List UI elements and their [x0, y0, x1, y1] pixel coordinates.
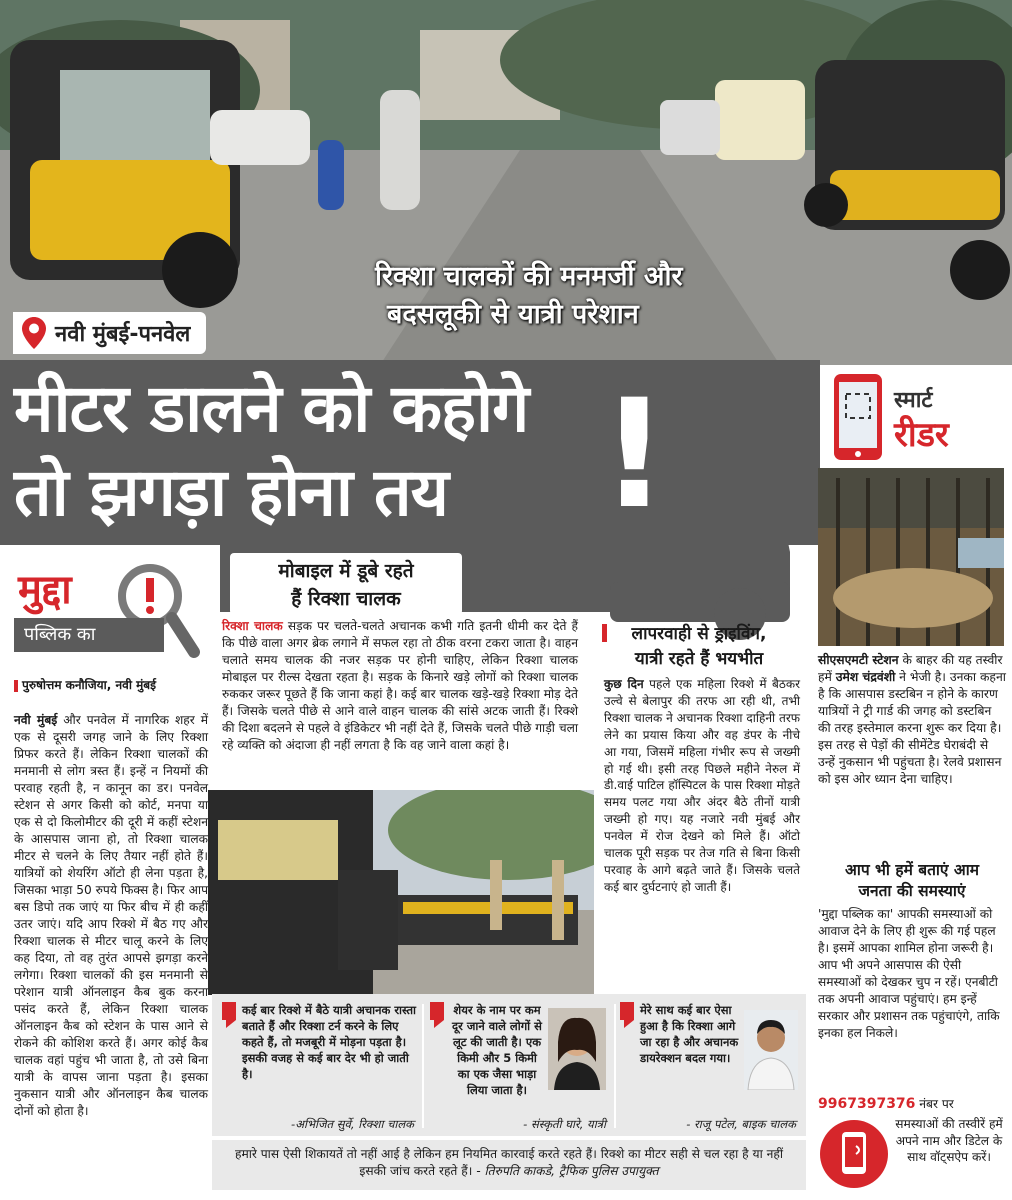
location-text: नवी मुंबई-पनवेल: [55, 322, 191, 347]
quote-divider: [422, 1004, 424, 1128]
location-tag: [13, 312, 206, 354]
byline: [14, 676, 210, 693]
rickshaw-stand-photo: [208, 790, 594, 995]
portrait-woman: [548, 1008, 606, 1090]
mid-article: [222, 618, 578, 754]
official-byline: - तिरुपति काकडे, ट्रैफिक पुलिस उपायुक्त: [472, 1163, 659, 1178]
tree-guard-illustration: [818, 468, 1004, 646]
quote-mark-icon: [222, 1002, 238, 1028]
mid-heading-line-1: मोबाइल में डूबे रहते: [278, 560, 414, 582]
reader-name: उमेश चंद्रवंशी: [835, 670, 896, 684]
phone-number: 9967397376: [818, 1096, 916, 1112]
official-statement: [212, 1140, 806, 1190]
reader-photo: [818, 468, 1004, 646]
byline-bar: [14, 680, 18, 692]
photo-caption-line-1: रिक्शा चालकों की मनमर्जी और: [375, 261, 683, 292]
ask-heading-line-1: आप भी हमें बताएं आम: [844, 861, 980, 879]
mid-heading: [230, 553, 462, 615]
phone-line: [818, 1096, 1006, 1113]
official-text: हमारे पास ऐसी शिकायतें तो नहीं आई है लेकिन हम नियमित कारवाई करते रहते हैं। रिक्शे का मीटर सही से चल रहा है या नहीं इसकी जांच करते रहते हैं।: [234, 1147, 784, 1178]
mudda-title: मुद्दा: [18, 567, 72, 613]
photo-caption: [375, 258, 815, 334]
smart-reader-top: स्मार्ट: [894, 388, 933, 413]
quote-byline: - संस्कृती घारे, यात्री: [523, 1117, 606, 1131]
mid-article-text: सड़क पर चलते-चलते अचानक कभी गति इतनी धीमी कर देते हैं कि पीछे वाला अगर ब्रेक लगाने में सफल रहा तो ठीक वरना टकरा जाता है। वाहन चलाते समय चालक की नजर सड़क पर होनी चाहिए, लेकिन रिक्शा चालक मोबाइल पर रील्स देखता रहता है। सड़क के किनारे खड़े लोगों को रिक्शा चालक रुककर जरूर पूछते हैं कि जाना कहां है। कई बार चालक खड़े-खड़े रिक्शा मोड़ देते हैं। जिसके चलते पीछे से आने वाले वाहन चालक की सांसे अटक जाती हैं। रिक्शे की दिशा बदलने से पहले वे इंडिकेटर भी नहीं देते हैं, जिसके चलते पीछे गाड़ी चला रहे व्यक्ति को अंदाजा ही नहीं लगता है कि वह जाने वाला कहां है।: [222, 619, 579, 752]
smartphone-icon: [828, 370, 888, 462]
right-article: [604, 676, 800, 896]
mid-article-lead: रिक्शा चालक: [222, 619, 283, 633]
right-heading: [596, 622, 802, 672]
reader-text-b: ने भेजी है। उनका कहना है कि आसपास डस्टबिन न होने के कारण यात्रियों ने ट्री गार्ड की जगह को डस्टबिन की तरह इस्तेमाल करना शुरू कर दिया है। इस तरह से पेड़ों की सीमेंटेड घेराबंदी से उन्हें नुकसान भी पहुंचता है। रेलवे प्रशासन को इस ओर ध्यान देना चाहिए।: [818, 670, 1006, 786]
mudda-logo: [14, 560, 210, 670]
ask-text: [818, 906, 1006, 1042]
quote-card: [222, 1002, 418, 1130]
smart-reader-badge: [828, 370, 1008, 465]
mid-heading-line-2: हैं रिक्शा चालक: [291, 588, 401, 610]
reader-text: [818, 652, 1006, 788]
rickshaw-stand-illustration: [208, 790, 594, 995]
photo-caption-line-2: बदसलूकी से यात्री परेशान: [387, 299, 639, 330]
portrait-man: [744, 1010, 798, 1090]
right-article-text: पहले एक महिला रिक्शे में बैठकर उल्वे से बेलापुर की तरफ आ रही थी, तभी रिक्शा चालक ने अचानक रिक्शा दाहिनी तरफ लेने का प्रयास किया और वह डंपर के नीचे आ गया, जिसमें महिला गंभीर रूप से जख्मी हो गई थी। इसी तरह पिछले महीने नेरुल में डी.वाई पाटिल हॉस्पिटल के पास रिक्शा मोड़ते समय पलट गया और अंदर बैठे तीनों यात्री जख्मी हो गए। यह नजारे नवी मुंबई और पनवेल में रोज देखने को मिले हैं। ऑटो चालक पूरी सड़क पर तेज गति से बिना किसी परवाह के आगे बढ़ते जाते हैं। जिसके चलते कई बार दुर्घटनाएं हो जाती हैं।: [604, 677, 800, 894]
phone-text: नंबर पर: [915, 1097, 954, 1111]
quotes-row: [212, 994, 806, 1136]
top-photo: [0, 0, 1012, 365]
headline: [14, 367, 614, 535]
quote-byline: -अभिजित सुर्वे, रिक्शा चालक: [291, 1117, 414, 1131]
headline-line-1: मीटर डालने को कहोगे: [14, 370, 529, 447]
quote-mark-icon: [430, 1002, 446, 1028]
byline-text: पुरुषोत्तम कनौजिया, नवी मुंबई: [22, 678, 157, 692]
reader-lead: सीएसएमटी स्टेशन: [818, 653, 899, 667]
quote-text: कई बार रिक्शे में बैठे यात्री अचानक रास्ता बताते हैं और रिक्शा टर्न करने के लिए कहते हैं, तो मजबूरी में मोड़ना पड़ता है। इसकी वजह से कई बार देर भी हो जाती है।: [242, 1003, 417, 1081]
right-heading-bar: [602, 624, 607, 642]
quote-card: [620, 1002, 800, 1130]
map-pin-icon: [21, 316, 47, 350]
ask-text-body: 'मुद्दा पब्लिक का' आपकी समस्याओं को आवाज देने के लिए ही शुरू की गई पहल है। इसमें आपका शामिल होना जरूरी है। आप भी अपने आसपास की ऐसी समस्याओं को देखकर चुप न रहें। एनबीटी तक अपनी आवाज पहुंचाएं। हम इन्हें सरकार और प्रशासन तक पहुंचाएंगे, ताकि इनका हल निकले।: [818, 907, 1000, 1040]
quote-text: शेयर के नाम पर कम दूर जाने वाले लोगों से लूट की जाती है। एक किमी और 5 किमी का एक जैसा भाड़ा लिया जाता है।: [452, 1003, 542, 1097]
quote-mark-icon: [620, 1002, 636, 1028]
headline-line-2: तो झगड़ा होना तय: [14, 454, 448, 531]
whatsapp-text: समस्याओं की तस्वीरें हमें अपने नाम और डिटेल के साथ वॉट्सऐप करें।: [895, 1117, 1003, 1164]
headline-exclamation: !: [600, 368, 669, 542]
smart-reader-bottom: रीडर: [894, 415, 949, 455]
left-article-lead: नवी मुंबई: [14, 713, 58, 727]
quote-card: [430, 1002, 610, 1130]
ask-heading: [818, 860, 1006, 902]
left-article-text: और पनवेल में नागरिक शहर में एक से दूसरी जगह जाने के लिए रिक्शा प्रिफर करते हैं। लेकिन रिक्शा चालकों की मनमानी से लोग त्रस्त हैं। इन्हें न नियमों की परवाह रहती है, न कानून का डर। पनवेल स्टेशन से अगर किसी को कोर्ट, मनपा या एक से दो किलोमीटर की दूरी में कहीं स्टेशन के आसपास जाना हो, तो रिक्शा चालक मीटर से चलने के लिए तैयार नहीं होते हैं। यात्रियों को शेयरिंग ऑटो ही लेना पड़ता है, जिसका भाड़ा 50 रुपये फिक्स है। फिर आप बस डिपो तक जाएं या फिर बीच में ही कहीं उतर जाएं। यदि आप रिक्शे में बैठ गए और रिक्शा चालक से मीटर चालू करने के लिए कह दिया, तो वह तुरंत आपसे झगड़ा करने लगेगा। रिक्शा चालकों की इस मनमानी से परेशान यात्री ऑनलाइन कैब बुक करना पसंद करते हैं, लेकिन रिक्शा चालक ऑनलाइन कैब को स्टेशन के पास आने से रोकने की कोशिश करते हैं। अगर कोई कैब चालक वहां पहुंच भी जाता है, तो उसे बिना यात्री के वापस जाना पड़ता है। इसका नुकसान यात्री और ऑनलाइन कैब चालक दोनों को होता है।: [14, 713, 209, 1118]
reader-text-a: के बाहर की यह तस्वीर हमें: [818, 653, 1003, 684]
right-heading-line-1: लापरवाही से ड्राइविंग,: [631, 624, 767, 644]
quote-divider: [614, 1004, 616, 1128]
quote-byline: - राजू पटेल, बाइक चालक: [686, 1117, 796, 1131]
whatsapp-phone-icon: [818, 1118, 890, 1190]
right-article-lead: कुछ दिन: [604, 677, 644, 691]
right-heading-line-2: यात्री रहते हैं भयभीत: [634, 649, 764, 669]
quote-text: मेरे साथ कई बार ऐसा हुआ है कि रिक्शा आगे जा रहा है और अचानक डायरेक्शन बदल गया।: [640, 1003, 739, 1065]
ask-heading-line-2: जनता की समस्याएं: [858, 882, 966, 900]
mudda-sub: पब्लिक का: [14, 618, 164, 652]
left-article: [14, 712, 208, 1120]
